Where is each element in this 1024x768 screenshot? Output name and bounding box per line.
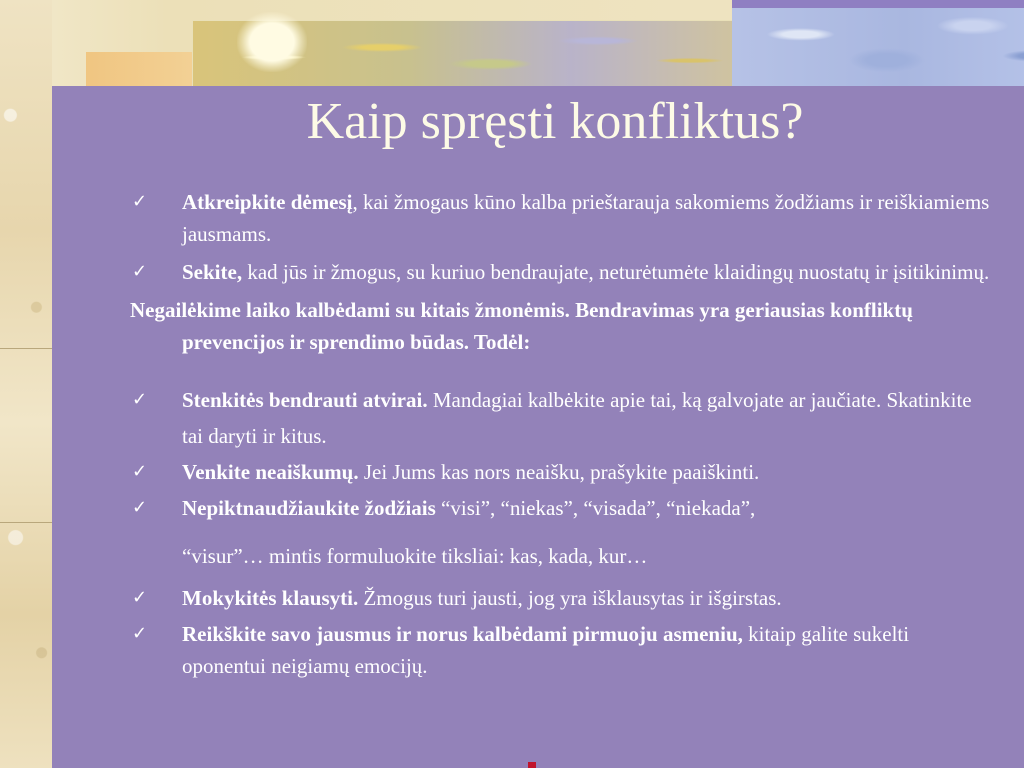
decorative-purple-strip [732, 0, 1024, 8]
slide-title: Kaip spręsti konfliktus? [306, 93, 804, 150]
bullet-item: ✓ Sekite, kad jūs ir žmogus, su kuriuo bendraujate, neturėtumėte klaidingų nuostatų ir įsitikinimų. [130, 256, 990, 288]
checkmark-icon: ✓ [132, 191, 148, 212]
checkmark-icon: ✓ [132, 587, 148, 608]
bullet-item: ✓ Atkreipkite dėmesį, kai žmogaus kūno kalba prieštarauja sakomiems žodžiams ir reiškiamiems jausmams. [130, 186, 990, 250]
decorative-white-leaf [237, 12, 307, 72]
strip-divider [0, 522, 52, 523]
top-decorative-band [52, 0, 1024, 86]
slide-content [130, 186, 990, 682]
checkmark-icon: ✓ [132, 389, 148, 410]
checkmark-icon: ✓ [132, 623, 148, 644]
bullet-item: ✓ Nepiktnaudžiaukite žodžiais “visi”, “niekas”, “visada”, “niekada”, [130, 492, 990, 524]
bullet-item: ✓ Venkite neaiškumų. Jei Jums kas nors neaišku, prašykite paaiškinti. [130, 456, 990, 488]
bullet-item: ✓ Reikškite savo jausmus ir norus kalbėdami pirmuoju asmeniu, kitaip galite sukelti oponentui neigiamų emocijų. [130, 618, 990, 682]
checkmark-icon: ✓ [132, 497, 148, 518]
bullet-continuation: “visur”… mintis formuluokite tiksliai: kas, kada, kur… [182, 544, 648, 568]
intro-paragraph: Negailėkime laiko kalbėdami su kitais žmonėmis. Bendravimas yra geriausias konfliktų prevencijos ir sprendimo būdas. Todėl: [130, 298, 913, 354]
checkmark-icon: ✓ [132, 461, 148, 482]
bullet-item: ✓ Stenkitės bendrauti atvirai. Mandagiai kalbėkite apie tai, ką galvojate ar jaučiate. Skatinkite tai daryti ir kitus. [130, 382, 990, 454]
strip-divider [0, 348, 52, 349]
bullet-item: ✓ Mokykitės klausyti. Žmogus turi jausti, jog yra išklausytas ir išgirstas. [130, 582, 990, 614]
decorative-blue-flowers-image [732, 0, 1024, 86]
red-marker [528, 762, 536, 768]
checkmark-icon: ✓ [132, 261, 148, 282]
